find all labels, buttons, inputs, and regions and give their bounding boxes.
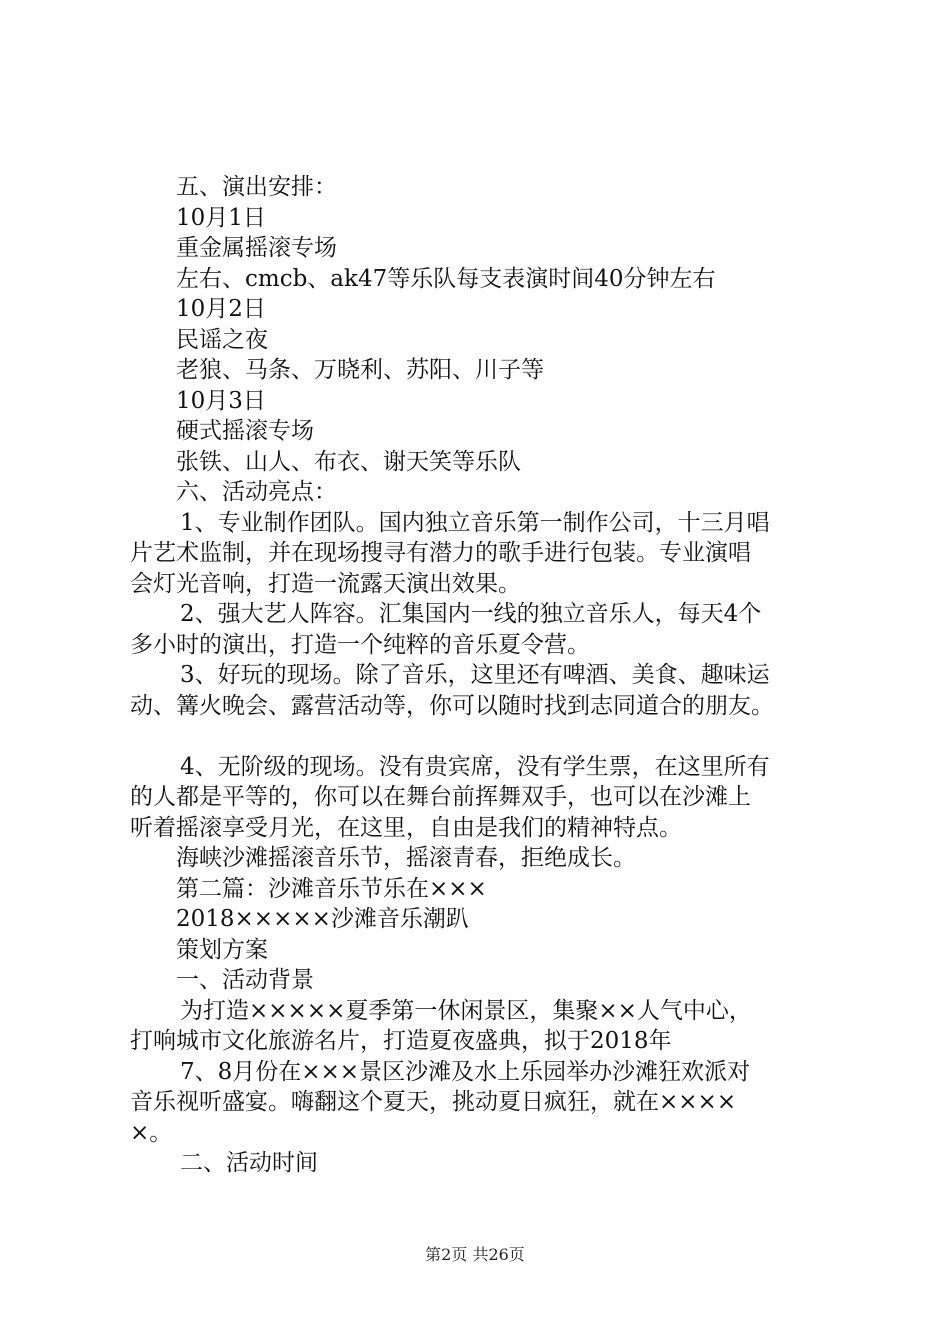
date-line: 10月2日 — [176, 296, 266, 322]
paragraph-line: 为打造×××××夏季第一休闲景区，集聚××人气中心， — [180, 997, 752, 1024]
slogan-line: 海峡沙滩摇滚音乐节，摇滚青春，拒绝成长。 — [176, 845, 636, 871]
paragraph-line: 动、篝火晚会、露营活动等，你可以随时找到志同道合的朋友。 — [130, 692, 774, 719]
paragraph-line: ×。 — [130, 1119, 173, 1146]
paragraph-line: 片艺术监制，并在现场搜寻有潜力的歌手进行包装。专业演唱 — [130, 540, 751, 566]
date-line: 10月1日 — [176, 204, 266, 231]
plan-title: 策划方案 — [176, 936, 268, 963]
section-heading-time: 二、活动时间 — [180, 1150, 318, 1176]
session-title: 民谣之夜 — [176, 326, 268, 353]
paragraph-line: 1、专业制作团队。国内独立音乐第一制作公司，十三月唱 — [180, 509, 770, 536]
paragraph-line: 音乐视听盛宴。嗨翻这个夏天，挑动夏日疯狂，就在×××× — [130, 1089, 737, 1115]
paragraph-line: 7、8月份在×××景区沙滩及水上乐园举办沙滩狂欢派对 — [180, 1058, 751, 1085]
paragraph-line: 2、强大艺人阵容。汇集国内一线的独立音乐人，每天4个 — [180, 601, 762, 627]
event-title: 2018×××××沙滩音乐潮趴 — [176, 906, 469, 932]
session-title: 重金属摇滚专场 — [176, 235, 337, 261]
paragraph-line: 打响城市文化旅游名片，打造夏夜盛典，拟于2018年 — [130, 1028, 672, 1054]
paragraph-line: 的人都是平等的，你可以在舞台前挥舞双手，也可以在沙滩上 — [130, 784, 751, 810]
section-heading-highlights: 六、活动亮点： — [176, 479, 337, 505]
chapter-title: 第二篇：沙滩音乐节乐在××× — [176, 875, 487, 902]
performers-line: 左右、cmcb、ak47等乐队每支表演时间40分钟左右 — [176, 265, 716, 292]
performers-line: 张铁、山人、布衣、谢天笑等乐队 — [176, 448, 521, 475]
paragraph-line: 3、好玩的现场。除了音乐，这里还有啤酒、美食、趣味运 — [180, 662, 770, 688]
paragraph-line: 会灯光音响，打造一流露天演出效果。 — [130, 570, 521, 597]
performers-line: 老狼、马条、万晓利、苏阳、川子等 — [176, 357, 544, 383]
blank-line — [130, 721, 835, 752]
document-body — [130, 172, 835, 1179]
paragraph-line: 多小时的演出，打造一个纯粹的音乐夏令营。 — [130, 631, 590, 658]
section-heading-performance-schedule: 五、演出安排： — [176, 174, 337, 200]
section-heading-background: 一、活动背景 — [176, 967, 314, 993]
date-line: 10月3日 — [176, 387, 266, 414]
paragraph-line: 4、无阶级的现场。没有贵宾席，没有学生票，在这里所有 — [180, 753, 770, 780]
paragraph-line: 听着摇滚享受月光，在这里，自由是我们的精神特点。 — [130, 814, 682, 841]
session-title: 硬式摇滚专场 — [176, 418, 314, 444]
page-footer: 第2页 共26页 — [425, 1245, 525, 1264]
